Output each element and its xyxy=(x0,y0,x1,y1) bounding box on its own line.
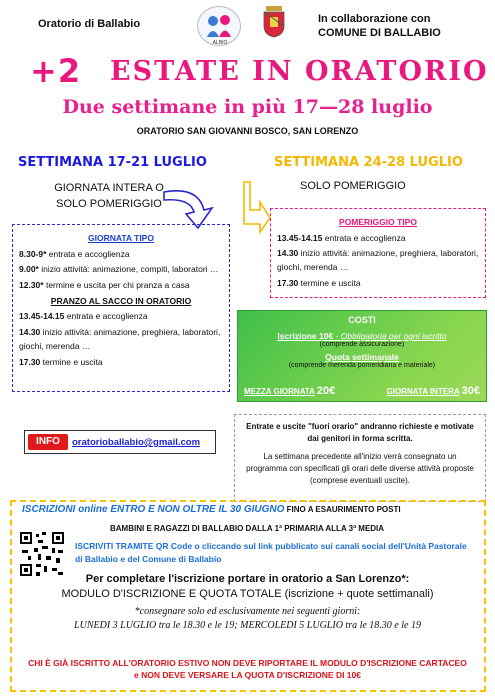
list-item: 17.30 termine e uscita xyxy=(277,278,361,288)
half-day-price: MEZZA GIORNATA 20€ xyxy=(244,385,336,397)
list-item: 13.45-14.15 entrata e accoglienza xyxy=(19,311,148,321)
list-item: 12.30* termine e uscita per chi pranza a casa xyxy=(19,280,190,290)
comune-crest-icon xyxy=(262,6,286,38)
email-link[interactable]: oratorioballabio@gmail.com xyxy=(72,437,201,448)
oratorio-logo xyxy=(197,6,241,46)
page-title: ESTATE IN ORATORIO xyxy=(110,56,489,87)
delivery-days: *consegnare solo ed esclusivamente nei seguenti giorni: LUNEDI 3 LUGLIO tra le 18.30 e le 19; MERCOLEDI 5 LUGLIO tra le 18.30 e le 19 xyxy=(74,606,421,631)
location: ORATORIO SAN GIOVANNI BOSCO, SAN LORENZO xyxy=(136,126,359,136)
plus-two-badge: +2 xyxy=(30,52,82,90)
costs-box: COSTI Iscrizione 10€ - Obbligatoria per ogni iscritto (comprende assicurazione) Quota settimanale (comprende merenda pomeridiana e materiale) MEZZA GIORNATA 20€ GIORNATA INTERA 30€ xyxy=(237,310,487,402)
registration-fee: Iscrizione 10€ xyxy=(277,331,334,341)
list-item: 13.45-14.15 entrata e accoglienza xyxy=(277,232,406,243)
completion-instructions: Per completare l'iscrizione portare in oratorio a San Lorenzo*: MODULO D'ISCRIZIONE E QUOTA TOTALE (iscrizione + quote settimanali) xyxy=(61,573,434,600)
age-range: BAMBINI E RAGAZZI DI BALLABIO DALLA 1ª PRIMARIA ALLA 3ª MEDIA xyxy=(110,524,385,533)
week2-schedule xyxy=(270,208,486,298)
list-item: 14.30 inizio attività: animazione, preghiera, laboratori, giochi, merenda … xyxy=(277,248,479,272)
week1-subtitle: GIORNATA INTERA O SOLO POMERIGGIO xyxy=(54,182,164,210)
collaboration-label: In collaborazione con COMUNE DI BALLABIO xyxy=(318,13,441,39)
qr-code[interactable] xyxy=(18,530,66,578)
warning-note: CHI È GIÀ ISCRITTO ALL'ORATORIO ESTIVO NON DEVE RIPORTARE IL MODULO D'ISCRIZIONE CARTACEO e NON DEVE VERSARE LA QUOTA D'ISCRIZIONE DI 10€ xyxy=(28,658,467,680)
list-item: 14.30 inizio attività: animazione, preghiera, laboratori, giochi, merenda … xyxy=(19,326,221,351)
week2-title: SETTIMANA 24-28 LUGLIO xyxy=(274,155,463,170)
costs-title: COSTI xyxy=(348,315,376,325)
list-item: 9.00* inizio attività: animazione, compiti, laboratori … xyxy=(19,264,219,274)
logo-text: ALBIO xyxy=(212,40,228,46)
week1-title: SETTIMANA 17-21 LUGLIO xyxy=(18,155,207,170)
note-entry-exit: Entrate e uscite "fuori orario" andranno richieste e motivate dai genitori in forma scritta. xyxy=(246,422,474,443)
week2-subtitle: SOLO POMERIGGIO xyxy=(300,180,406,192)
info-tag: INFO xyxy=(28,434,68,450)
qr-instructions: ISCRIVITI TRAMITE QR Code o cliccando sul link pubblicato sui canali social dell'Unità Pastorale di Ballabio e del Comune di Ballabio xyxy=(75,541,467,564)
list-item: 17.30 termine e uscita xyxy=(19,356,103,367)
enrolment-header: ISCRIZIONI online ENTRO E NON OLTRE IL 30 GIUGNO FINO A ESAURIMENTO POSTI xyxy=(22,504,401,515)
full-day-price: GIORNATA INTERA 30€ xyxy=(386,385,480,397)
list-item: 8.30-9* entrata e accoglienza xyxy=(19,248,130,259)
weekly-fee-label: Quota settimanale xyxy=(325,352,399,362)
week2-box-head: POMERIGGIO TIPO xyxy=(339,217,417,227)
arrow-right-icon xyxy=(236,178,272,236)
organizer-name: Oratorio di Ballabio xyxy=(38,18,141,30)
week1-box-head2: PRANZO AL SACCO IN ORATORIO xyxy=(50,295,192,306)
note-programme: La settimana precedente all'inizio verrà consegnato un programma con specificati gli orari delle diverse attività proposte (comprese eventuali uscite). xyxy=(246,452,474,485)
week1-box-head1: GIORNATA TIPO xyxy=(88,233,154,243)
week1-schedule xyxy=(12,224,230,392)
page-subtitle: Due settimane in più 17—28 luglio xyxy=(62,96,433,118)
notes-box xyxy=(234,414,486,502)
